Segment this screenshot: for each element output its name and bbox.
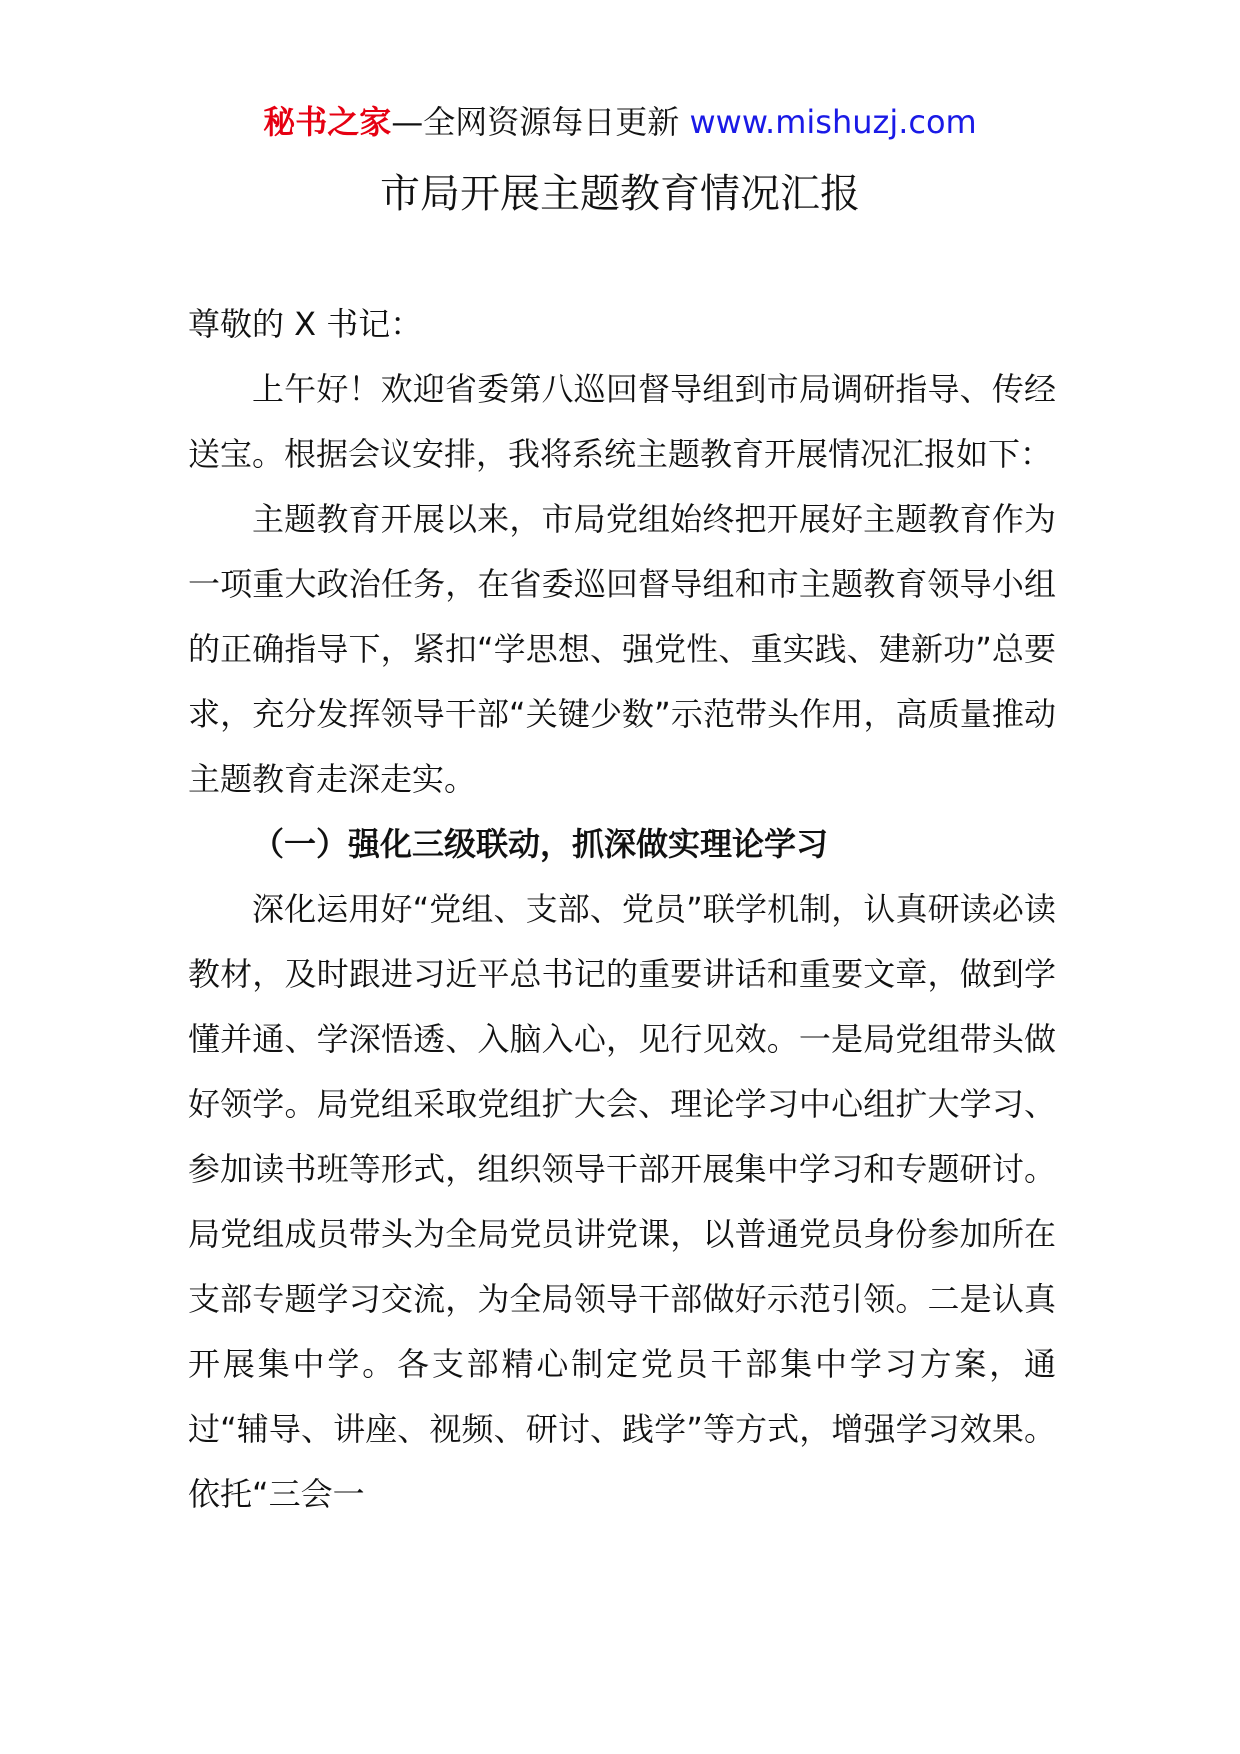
paragraph-overview: 主题教育开展以来，市局党组始终把开展好主题教育作为一项重大政治任务，在省委巡回督导组和市主题教育领导小组的正确指导下，紧扣“学思想、强党性、重实践、建新功”总要求，充分发挥领导干部“关键少数”示范带头作用，高质量推动主题教育走深走实。 [188,500,1056,798]
page-header [0,100,1240,144]
header-tagline: —全网资源每日更新 [391,103,680,141]
document-body [188,292,1056,1527]
document-title: 市局开展主题教育情况汇报 [380,171,860,217]
website-link[interactable]: www.mishuzj.com [689,103,977,141]
salutation: 尊敬的 X 书记： [188,305,423,343]
section-heading: （一）强化三级联动，抓深做实理论学习 [252,825,829,863]
paragraph-greeting: 上午好！欢迎省委第八巡回督导组到市局调研指导、传经送宝。根据会议安排，我将系统主题教育开展情况汇报如下： [188,370,1056,473]
paragraph-section-body: 深化运用好“党组、支部、党员”联学机制，认真研读必读教材，及时跟进习近平总书记的重要讲话和重要文章，做到学懂并通、学深悟透、入脑入心，见行见效。一是局党组带头做好领学。局党组采取党组扩大会、理论学习中心组扩大学习、参加读书班等形式，组织领导干部开展集中学习和专题研讨。局党组成员带头为全局党员讲党课，以普通党员身份参加所在支部专题学习交流，为全局领导干部做好示范引领。二是认真开展集中学。各支部精心制定党员干部集中学习方案，通过“辅导、讲座、视频、研讨、践学”等方式，增强学习效果。依托“三会一 [188,890,1056,1513]
brand-name: 秘书之家 [263,103,392,141]
